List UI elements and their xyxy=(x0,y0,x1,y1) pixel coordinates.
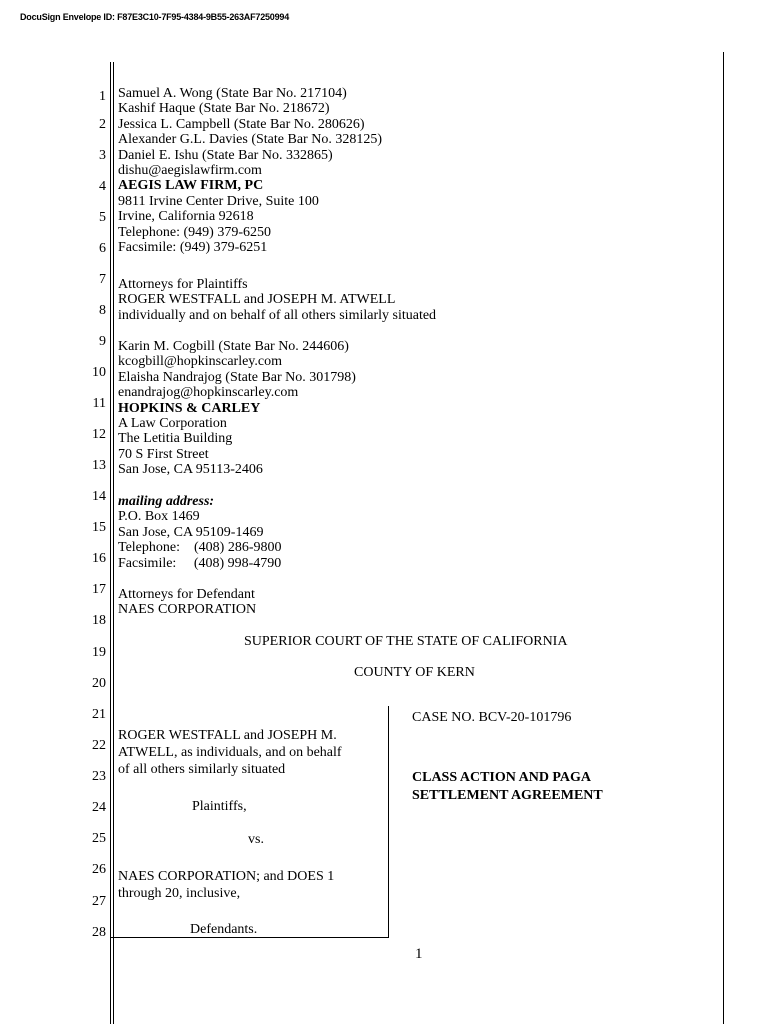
telephone-line: Telephone: (408) 286-9800 xyxy=(118,540,282,556)
attorney-line: Samuel A. Wong (State Bar No. 217104) xyxy=(118,86,347,101)
line-number: 21 xyxy=(92,707,106,722)
line-number: 11 xyxy=(92,396,106,411)
page-number: 1 xyxy=(415,946,423,962)
line-number: 16 xyxy=(92,551,106,566)
line-number: 27 xyxy=(92,894,106,909)
plaintiff-attorneys-for-block xyxy=(118,277,436,323)
telephone-line: Telephone: (949) 379-6250 xyxy=(118,224,271,240)
attorneys-for-line: individually and on behalf of all others similarly situated xyxy=(118,307,437,323)
attorney-line: Daniel E. Ishu (State Bar No. 332865) xyxy=(118,147,333,163)
address-line: San Jose, CA 95109-1469 xyxy=(118,524,264,540)
line-number: 17 xyxy=(92,582,106,597)
line-number: 25 xyxy=(92,831,106,846)
line-number: 26 xyxy=(92,862,106,877)
caption-line: NAES CORPORATION; and DOES 1 xyxy=(118,869,335,884)
caption-line: through 20, inclusive, xyxy=(118,886,241,901)
line-number: 19 xyxy=(92,645,106,660)
line-number: 5 xyxy=(99,210,106,225)
defense-mailing-block xyxy=(118,494,281,571)
attorney-email: kcogbill@hopkinscarley.com xyxy=(118,354,283,370)
line-number: 8 xyxy=(99,303,106,318)
address-line: The Letitia Building xyxy=(118,431,233,447)
docusign-envelope-id: DocuSign Envelope ID: F87E3C10-7F95-4384-9B55-263AF7250994 xyxy=(20,12,290,22)
line-number: 20 xyxy=(92,676,106,691)
facsimile-line: Facsimile: (949) 379-6251 xyxy=(118,239,268,255)
line-number: 3 xyxy=(99,148,106,163)
address-line: A Law Corporation xyxy=(118,415,227,431)
line-number: 22 xyxy=(92,738,106,753)
attorney-line: Alexander G.L. Davies (State Bar No. 328125) xyxy=(118,132,382,148)
line-number: 15 xyxy=(92,520,106,535)
line-number: 18 xyxy=(92,613,106,628)
address-line: San Jose, CA 95113-2406 xyxy=(118,462,263,478)
caption-divider xyxy=(388,706,389,938)
line-number: 14 xyxy=(92,489,106,504)
caption-line: ROGER WESTFALL and JOSEPH M. xyxy=(118,728,337,743)
attorneys-for-line: NAES CORPORATION xyxy=(118,602,257,618)
line-number: 6 xyxy=(99,241,106,256)
line-number: 28 xyxy=(92,925,106,940)
plaintiffs-label: Plaintiffs, xyxy=(192,799,247,814)
line-number: 23 xyxy=(92,769,106,784)
attorney-email: enandrajog@hopkinscarley.com xyxy=(118,385,299,401)
plaintiff-counsel-block xyxy=(118,86,382,255)
caption-plaintiffs xyxy=(118,727,342,778)
line-number: 4 xyxy=(99,179,106,194)
right-margin-rule xyxy=(723,52,724,1024)
attorney-line: Jessica L. Campbell (State Bar No. 280626) xyxy=(118,116,365,132)
left-margin-rule-inner xyxy=(113,62,114,1024)
caption-line: of all others similarly situated xyxy=(118,762,286,777)
line-number: 12 xyxy=(92,427,106,442)
case-number: CASE NO. BCV-20-101796 xyxy=(412,710,572,725)
attorneys-for-line: ROGER WESTFALL and JOSEPH M. ATWELL xyxy=(118,292,396,308)
attorney-email: dishu@aegislawfirm.com xyxy=(118,162,262,178)
address-line: 9811 Irvine Center Drive, Suite 100 xyxy=(118,193,319,209)
caption-line: ATWELL, as individuals, and on behalf xyxy=(118,745,342,760)
left-margin-rule-outer xyxy=(110,62,111,1024)
line-number: 9 xyxy=(99,334,106,349)
firm-name: AEGIS LAW FIRM, PC xyxy=(118,178,264,194)
line-number: 13 xyxy=(92,458,106,473)
county-name: COUNTY OF KERN xyxy=(354,665,475,680)
defense-attorneys-for-block xyxy=(118,587,256,618)
versus-label: vs. xyxy=(248,832,264,847)
mailing-address-label: mailing address: xyxy=(118,494,215,509)
caption-defendants xyxy=(118,868,334,902)
document-title-line-1: CLASS ACTION AND PAGA xyxy=(412,770,592,785)
document-title-line-2: SETTLEMENT AGREEMENT xyxy=(412,788,603,803)
attorney-line: Karin M. Cogbill (State Bar No. 244606) xyxy=(118,339,349,354)
line-number: 24 xyxy=(92,800,106,815)
line-number: 7 xyxy=(99,272,106,287)
address-line: P.O. Box 1469 xyxy=(118,509,200,525)
facsimile-line: Facsimile: (408) 998-4790 xyxy=(118,555,282,571)
attorneys-for-line: Attorneys for Defendant xyxy=(118,587,255,602)
attorneys-for-line: Attorneys for Plaintiffs xyxy=(118,277,248,292)
defense-counsel-block xyxy=(118,339,356,478)
line-number: 1 xyxy=(99,89,106,104)
defendants-label: Defendants. xyxy=(190,922,258,937)
line-number: 10 xyxy=(92,365,106,380)
attorney-line: Elaisha Nandrajog (State Bar No. 301798) xyxy=(118,369,356,385)
firm-name: HOPKINS & CARLEY xyxy=(118,400,261,416)
court-name: SUPERIOR COURT OF THE STATE OF CALIFORNIA xyxy=(244,634,568,649)
address-line: Irvine, California 92618 xyxy=(118,209,254,225)
caption-bottom-rule xyxy=(110,937,389,938)
attorney-line: Kashif Haque (State Bar No. 218672) xyxy=(118,101,330,117)
line-number: 2 xyxy=(99,117,106,132)
address-line: 70 S First Street xyxy=(118,446,209,462)
